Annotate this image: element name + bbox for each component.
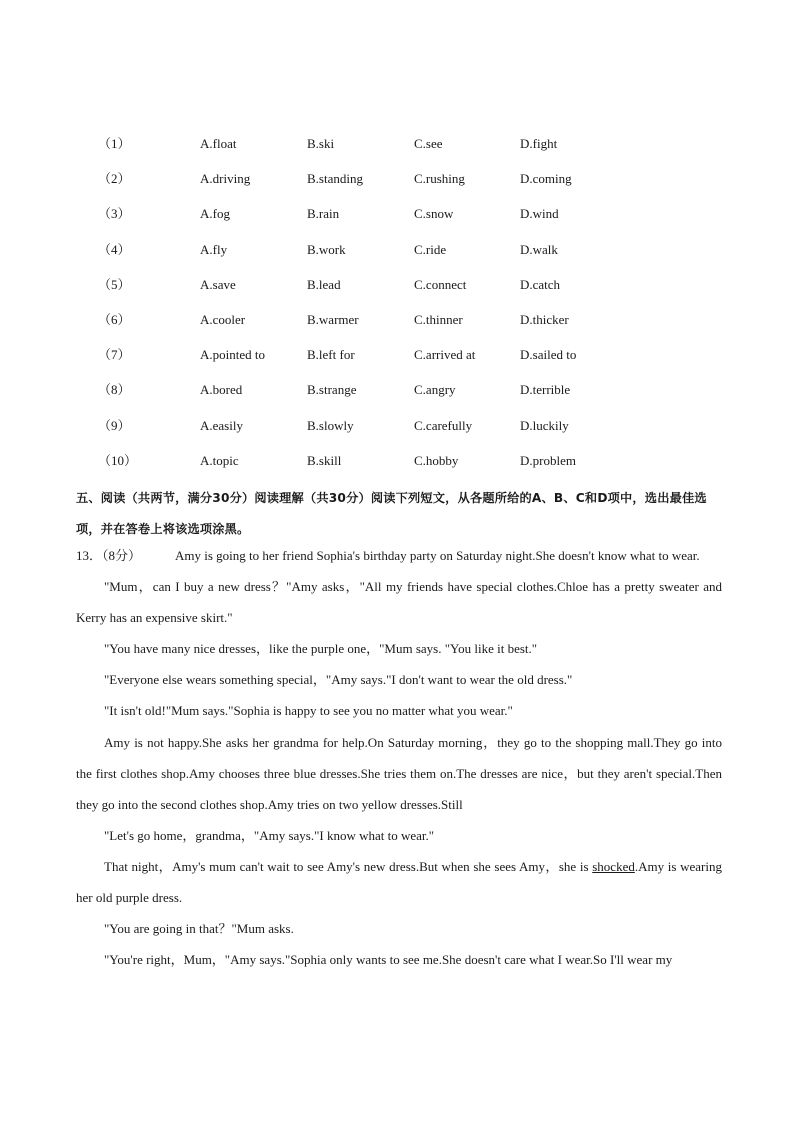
option-c: C.rushing	[414, 171, 465, 187]
option-row	[0, 408, 794, 443]
option-d: D.coming	[520, 171, 572, 187]
question-number: （7）	[98, 347, 131, 363]
passage-paragraph	[76, 851, 722, 913]
option-b: B.lead	[307, 276, 341, 292]
options-table	[0, 126, 794, 478]
option-b: B.slowly	[307, 417, 354, 433]
question-number: （9）	[98, 417, 131, 433]
question-number: （2）	[98, 171, 131, 187]
option-a: A.pointed to	[200, 347, 265, 363]
option-a: A.topic	[200, 452, 239, 468]
passage-paragraph: Amy is not happy.She asks her grandma for help.On Saturday morning，they go to the shopping mall.They go into the first clothes shop.Amy chooses three blue dresses.She tries them on.The dresses are nice，but they aren't special.Then they go into the second clothes shop.Amy tries on two yellow dresses.Still	[76, 734, 722, 812]
option-d: D.sailed to	[520, 347, 577, 363]
option-d: D.walk	[520, 241, 558, 257]
option-a: A.fog	[200, 206, 230, 222]
question-number: （1）	[98, 136, 131, 151]
option-d: D.thicker	[520, 311, 569, 327]
passage-paragraph: "You are going in that？"Mum asks.	[104, 921, 294, 937]
option-a: A.fly	[200, 241, 228, 257]
underlined-word: shocked	[592, 858, 635, 874]
passage-paragraph: "Mum，can I buy a new dress？"Amy asks，"All my friends have special clothes.Chloe has a pretty sweater and Kerry has an expensive skirt."	[76, 579, 722, 626]
passage-paragraph: "Let's go home，grandma，"Amy says."I know what to wear."	[104, 827, 435, 843]
question-number: （6）	[98, 311, 131, 327]
option-a: A.save	[200, 276, 236, 292]
passage-text: That night，Amy's mum can't wait to see Amy's new dress.But when she sees Amy，she is	[104, 858, 593, 874]
option-a: A.bored	[200, 382, 243, 398]
option-c: C.angry	[414, 382, 456, 398]
option-d: D.terrible	[520, 382, 571, 398]
question-number: （8）	[98, 382, 131, 398]
option-b: B.ski	[307, 136, 335, 151]
option-c: C.carefully	[414, 417, 473, 433]
option-d: D.luckily	[520, 417, 569, 433]
option-c: C.ride	[414, 241, 447, 257]
option-d: D.catch	[520, 276, 561, 292]
reading-passage	[76, 540, 722, 975]
option-b: B.work	[307, 241, 346, 257]
option-a: A.driving	[200, 171, 251, 187]
option-row	[0, 126, 794, 161]
option-c: C.arrived at	[414, 347, 476, 363]
option-c: C.hobby	[414, 452, 459, 468]
option-d: D.wind	[520, 206, 559, 222]
option-row	[0, 372, 794, 407]
passage-paragraph: "Everyone else wears something special，"Amy says."I don't want to wear the old dress."	[104, 672, 573, 688]
option-b: B.left for	[307, 347, 355, 363]
option-b: B.standing	[307, 171, 363, 187]
option-a: A.float	[200, 136, 237, 151]
option-b: B.skill	[307, 452, 342, 468]
question-number: （4）	[98, 241, 131, 257]
question-number: （3）	[98, 206, 131, 222]
option-c: C.thinner	[414, 311, 463, 327]
passage-text: .Amy is wearing her old purple dress.	[76, 858, 722, 906]
option-row	[0, 337, 794, 372]
question-number-label: 13．（8分）	[76, 548, 142, 563]
option-row	[0, 443, 794, 478]
option-row	[0, 232, 794, 267]
option-b: B.strange	[307, 382, 357, 398]
option-d: D.fight	[520, 136, 558, 151]
question-number: （5）	[98, 276, 131, 292]
passage-paragraph: "You have many nice dresses，like the purple one，"Mum says. "You like it best."	[104, 641, 538, 657]
question-intro-text: Amy is going to her friend Sophia's birthday party on Saturday night.She doesn't know what to wear.	[175, 548, 700, 563]
option-c: C.see	[414, 136, 443, 151]
option-row	[0, 302, 794, 337]
option-row	[0, 196, 794, 231]
option-d: D.problem	[520, 452, 576, 468]
option-c: C.snow	[414, 206, 454, 222]
option-a: A.cooler	[200, 311, 246, 327]
option-b: B.warmer	[307, 311, 359, 327]
option-row	[0, 161, 794, 196]
option-a: A.easily	[200, 417, 243, 433]
passage-paragraph: "It isn't old!"Mum says."Sophia is happy to see you no matter what you wear."	[104, 703, 513, 719]
question-number: （10）	[98, 452, 138, 468]
option-row	[0, 267, 794, 302]
option-b: B.rain	[307, 206, 340, 222]
passage-paragraph: "You're right，Mum，"Amy says."Sophia only wants to see me.She doesn't care what I wear.So I'll wear my	[104, 952, 673, 968]
section-heading: 五、阅读（共两节，满分30分）阅读理解（共30分）阅读下列短文，从各题所给的A、B、C和D项中，选出最佳选项，并在答卷上将该选项涂黑。	[76, 491, 707, 536]
question-intro	[76, 540, 722, 571]
option-c: C.connect	[414, 276, 467, 292]
